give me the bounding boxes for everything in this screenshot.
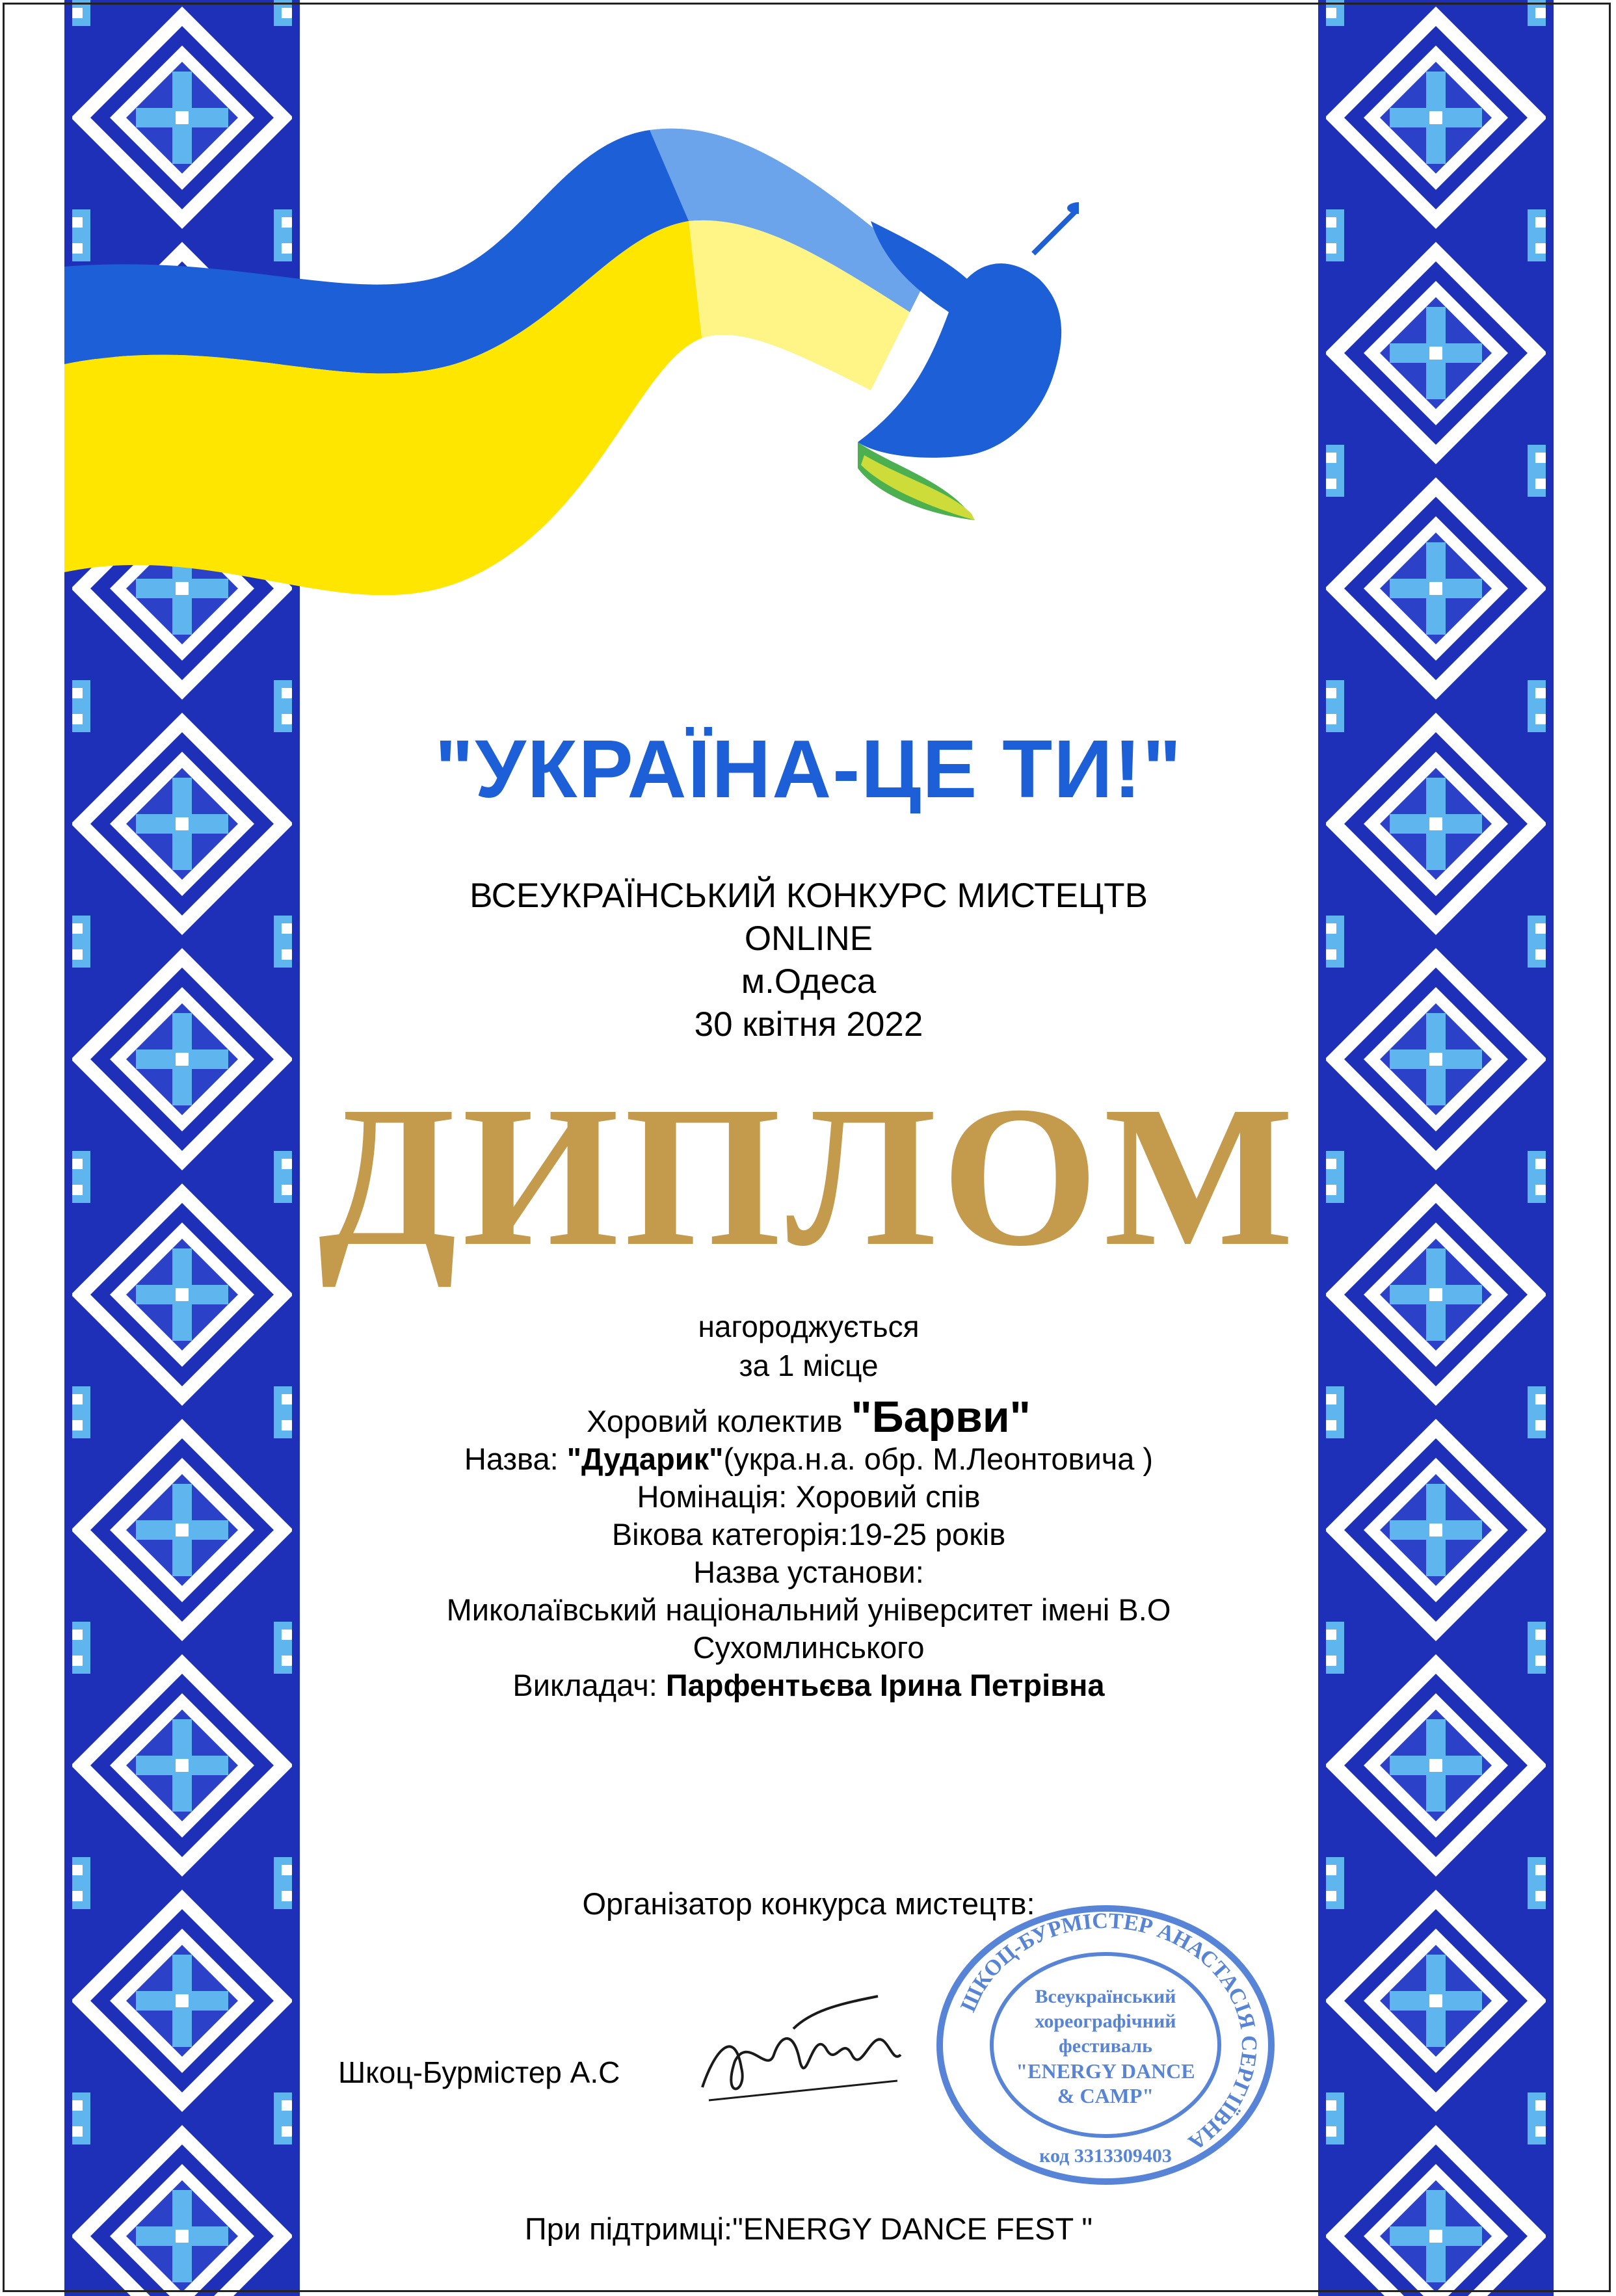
song-title-label: Назва:: [464, 1442, 567, 1476]
stamp-line-4: "ENERGY DANCE: [1016, 2059, 1195, 2083]
contest-name: ВСЕУКРАЇНСЬКИЙ КОНКУРС МИСТЕЦТВ: [470, 877, 1148, 915]
contest-city: м.Одеса: [741, 962, 877, 1001]
collective-prefix: Хоровий колектив: [587, 1404, 851, 1438]
stamp-line-1: Всеукраїнський: [1035, 1986, 1176, 2007]
institution-label: Назва установи:: [693, 1555, 924, 1589]
contest-date: 30 квітня 2022: [694, 1005, 923, 1044]
song-title-note: (укра.н.а. обр. М.Леонтовича ): [723, 1442, 1154, 1476]
song-title-value: "Дударик": [566, 1442, 724, 1476]
stamp-line-5: & CAMP": [1057, 2084, 1154, 2107]
diploma-heading: ДИПЛОМ: [318, 1065, 1299, 1288]
awarded-text: нагороджується: [698, 1310, 920, 1343]
support-line: При підтримці:"ENERGY DANCE FEST ": [524, 2211, 1093, 2246]
stamp-line-3: фестиваль: [1059, 2035, 1152, 2057]
contest-format: ONLINE: [744, 919, 873, 958]
organizer-label: Організатор конкурса мистецтв:: [582, 1886, 1035, 1921]
stamp-code: код 3313309403: [1039, 2145, 1172, 2167]
teacher-name: Парфентьєва Ірина Петрівна: [665, 1668, 1105, 1702]
institution-line-1: Миколаївський національний університет імені В.О: [446, 1592, 1171, 1627]
teacher-label: Викладач:: [512, 1668, 666, 1702]
contest-title: "УКРАЇНА-ЦЕ ТИ!": [434, 723, 1183, 815]
nomination-line: Номінація: Хоровий спів: [637, 1479, 981, 1514]
stamp-line-2: хореографічний: [1035, 2011, 1176, 2032]
collective-name: "Барви": [851, 1392, 1031, 1442]
stamp-ring-text: ШКОЦ-БУРМІСТЕР АНАСТАСІЯ СЕРГІЇВНА: [956, 1908, 1262, 2155]
institution-line-2: Сухомлинського: [693, 1630, 925, 1665]
place-text: за 1 місце: [739, 1349, 879, 1382]
age-category-line: Вікова категорія:19-25 років: [611, 1517, 1006, 1551]
signer-name: Шкоц-Бурмістер А.С: [338, 2055, 620, 2089]
page-frame: [3, 3, 1611, 2292]
